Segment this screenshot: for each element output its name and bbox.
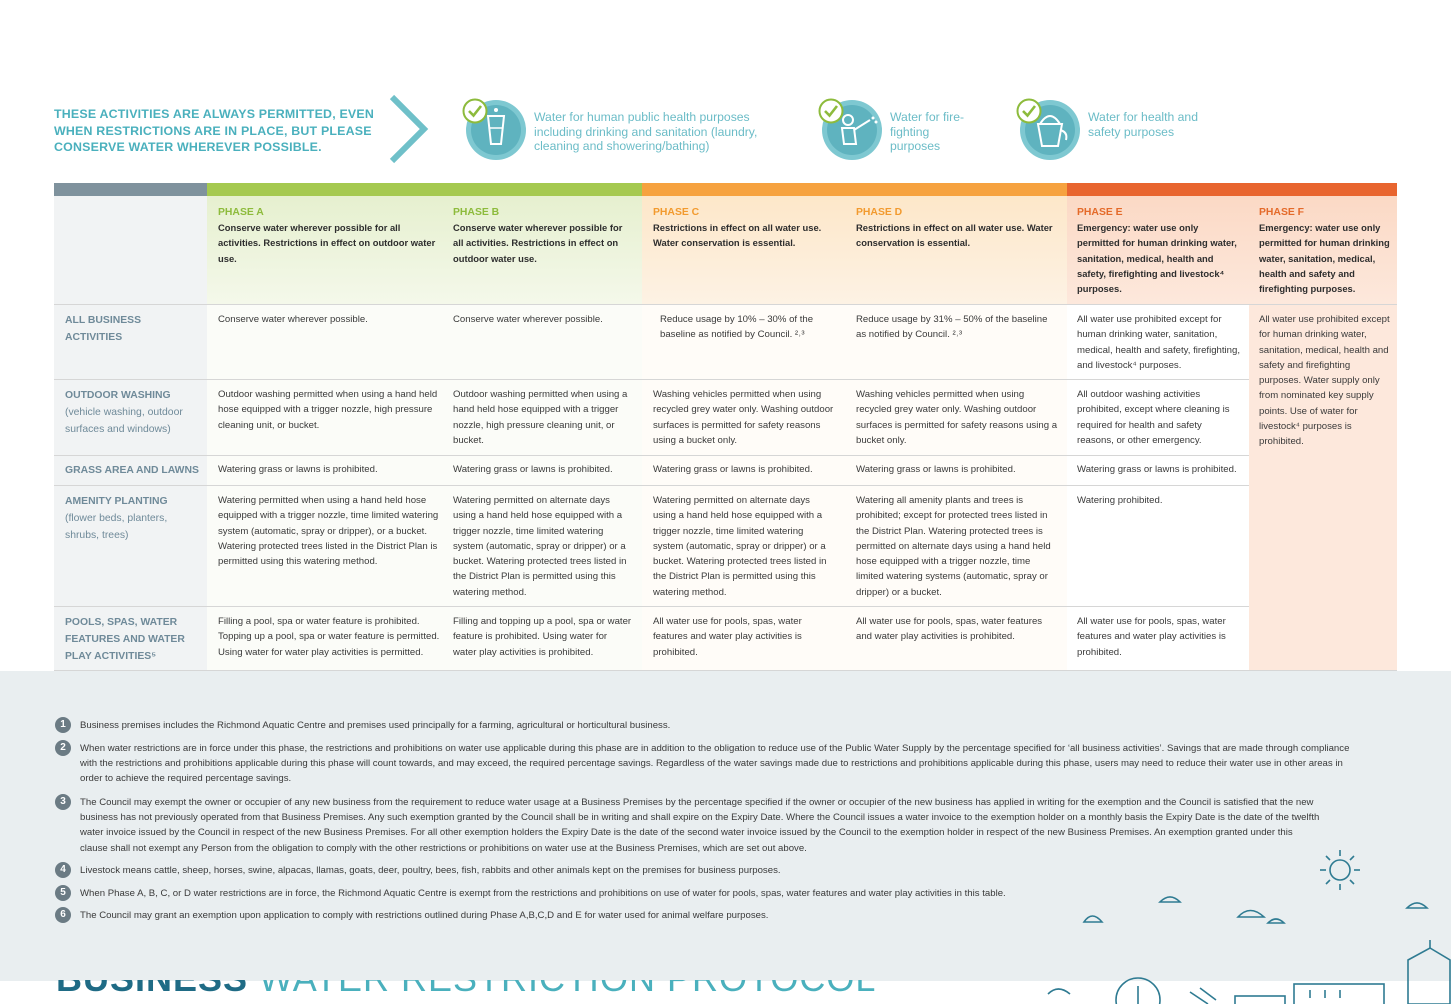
phase-e-header	[1077, 206, 1242, 296]
row-title-pools	[65, 614, 195, 665]
cell-amenity-b: Watering permitted on alternate days using a hand held hose equipped with a trigger nozzle, time limited watering system (automatic, spray or dripper) or a bucket. Watering protected trees listed in the District Plan is permitted using this watering method.	[453, 495, 627, 598]
cell-amenity-c: Watering permitted on alternate days using a hand held hose equipped with a trigger nozzle, time limited watering system (automatic, spray or dripper) or a bucket. Watering protected trees listed in the District Plan is permitted using this watering method.	[653, 495, 827, 598]
purpose-firefighting	[818, 98, 970, 162]
phase-a-header	[218, 206, 438, 266]
header-band-slate	[54, 183, 207, 196]
purpose-public-health-text: Water for human public health purposes including drinking and sanitation (laundry, cleaning and showering/bathing)	[534, 110, 758, 153]
purpose-firefighting-text: Water for fire-fighting purposes	[890, 110, 965, 153]
cell-outdoor-washing-c: Washing vehicles permitted when using recycled grey water only. Washing outdoor surfaces is permitted for safety reasons using a bucket only.	[653, 389, 834, 446]
row-subtitle-text: (vehicle washing, outdoor surfaces and windows)	[65, 407, 183, 435]
cell-grass-a: Watering grass or lawns is prohibited.	[218, 464, 378, 475]
cell-amenity-a: Watering permitted when using a hand held hose equipped with a trigger nozzle, time limited watering system (automatic, spray or dripper), or a bucket. Watering protected trees listed in the District Plan is permitted using this watering method.	[218, 495, 439, 568]
cell-grass-c: Watering grass or lawns is prohibited.	[653, 464, 813, 475]
cell-outdoor-washing-e: All outdoor washing activities prohibited, except where cleaning is required for health and safety reasons, or other emergency.	[1077, 389, 1230, 446]
check-icon	[462, 98, 488, 124]
purpose-health-safety-text: Water for health and safety purposes	[1088, 110, 1198, 139]
footnote-1: Business premises includes the Richmond Aquatic Centre and premises used principally for a farming, agricultural or horticultural business.	[80, 720, 671, 731]
cell-outdoor-washing-a: Outdoor washing permitted when using a hand held hose equipped with a trigger nozzle, high pressure cleaning unit, or bucket.	[218, 389, 438, 431]
footnote-number: 3	[55, 794, 71, 810]
phase-f-desc: Emergency: water use only permitted for human drinking water, sanitation, medical, health and safety and firefighting purposes.	[1259, 222, 1390, 295]
cell-amenity-e: Watering prohibited.	[1077, 495, 1163, 506]
cell-all-business-c: Reduce usage by 10% – 30% of the baseline as notified by Council. ²˒³	[660, 314, 814, 341]
purpose-health-safety	[1016, 98, 1198, 162]
chevron-right-icon	[384, 92, 432, 166]
phase-a-desc: Conserve water wherever possible for all activities. Restrictions in effect on outdoor water use.	[218, 222, 436, 264]
row-divider	[54, 455, 1249, 456]
check-icon	[818, 98, 844, 124]
header-band-red	[1067, 183, 1397, 196]
footnote-number: 2	[55, 740, 71, 756]
phase-e-name: PHASE E	[1077, 207, 1123, 218]
header-band-orange	[642, 183, 1067, 196]
row-title-amenity	[65, 493, 185, 544]
row-title-text: GRASS AREA AND LAWNS	[65, 465, 199, 476]
row-title-text: POOLS, SPAS, WATER FEATURES AND WATER PLAY ACTIVITIES⁵	[65, 617, 185, 662]
row-divider	[54, 485, 1249, 486]
row-divider	[54, 606, 1249, 607]
phase-c-header	[653, 206, 838, 251]
row-divider	[54, 379, 1249, 380]
phase-d-name: PHASE D	[856, 207, 903, 218]
header-band-green	[207, 183, 642, 196]
cloud-icon	[1080, 890, 1451, 930]
footnote-4: Livestock means cattle, sheep, horses, swine, alpacas, llamas, goats, deer, poultry, bees, fish, rabbits and other animals kept on the premises for business purposes.	[80, 865, 781, 876]
town-skyline-icon	[1040, 940, 1451, 1004]
phase-b-header	[453, 206, 633, 266]
permitted-activities-heading: THESE ACTIVITIES ARE ALWAYS PERMITTED, EVEN WHEN RESTRICTIONS ARE IN PLACE, BUT PLEASE CONSERVE WATER WHEREVER POSSIBLE.	[54, 107, 375, 154]
cell-pools-d: All water use for pools, spas, water features and water play activities is prohibited.	[856, 616, 1043, 643]
cell-pools-b: Filling and topping up a pool, spa or water feature is prohibited. Using water for water play activities is prohibited.	[453, 616, 632, 658]
phase-f-header	[1259, 206, 1391, 296]
phase-e-desc: Emergency: water use only permitted for human drinking water, sanitation, medical, health and safety, firefighting and livestock⁴ purposes.	[1077, 222, 1237, 295]
footnote-number: 6	[55, 907, 71, 923]
footnote-number: 5	[55, 885, 71, 901]
phase-d-header	[856, 206, 1056, 251]
footnote-3: The Council may exempt the owner or occupier of any new business from the requirement to reduce water usage at a Business Premises by the percentage specified if the owner or occupier of the new business has applied in writing for the exemption and the Council is satisfied that the new business has not previously operated from that Business Premises. Any such exemption granted by the Council shall be in writing and shall expire on the Expiry Date. Where the Council issues a water invoice to the exemption holder on a monthly basis the Expiry Date is the date of the twelfth water invoice issued by the Council in respect of the new Business Premises. For all other exemption holders the Expiry Date is the date of the second water invoice issued by the Council to the exemption holder in respect of the new Business Premises. An exemption granted under this clause shall not exempt any Person from the obligation to comply with the other restrictions or prohibitions on water use at the Business Premises, which are set out above.	[80, 797, 1320, 854]
row-title-outdoor-washing	[65, 387, 200, 438]
footnote-2: When water restrictions are in force under this phase, the restrictions and prohibitions on water use applicable during this phase are in addition to the obligation to reduce use of the Public Water Supply by the percentage specified for ‘all business activities’. Savings that are made through compliance with the restrictions and prohibitions applicable during this phase will count towards, and may exceed, the required percentage savings. Regardless of the water savings made due to restrictions and prohibitions applicable during this phase, users may need to reduce their water use in other areas in order to achieve the required percentage savings.	[80, 743, 1350, 785]
phase-c-desc: Restrictions in effect on all water use. Water conservation is essential.	[653, 222, 822, 249]
sun-icon	[1318, 848, 1362, 892]
footnote-number: 1	[55, 717, 71, 733]
row-divider	[54, 304, 1397, 305]
cell-outdoor-washing-b: Outdoor washing permitted when using a hand held hose equipped with a trigger nozzle, high pressure cleaning unit, or bucket.	[453, 389, 628, 446]
cell-all-business-d: Reduce usage by 31% – 50% of the baseline as notified by Council. ²˒³	[856, 314, 1048, 341]
phase-b-name: PHASE B	[453, 207, 500, 218]
cell-pools-c: All water use for pools, spas, water features and water play activities is prohibited.	[653, 616, 802, 658]
phase-f-name: PHASE F	[1259, 207, 1305, 218]
footnote-6: The Council may grant an exemption upon application to comply with restrictions outlined during Phase A,B,C,D and E for water used for animal welfare purposes.	[80, 910, 769, 921]
cell-all-business-e: All water use prohibited except for human drinking water, sanitation, medical, health and safety, firefighting, and livestock⁴ purposes.	[1077, 314, 1241, 371]
phase-d-desc: Restrictions in effect on all water use. Water conservation is essential.	[856, 222, 1053, 249]
cell-all-business-a: Conserve water wherever possible.	[218, 314, 368, 325]
footnote-5: When Phase A, B, C, or D water restrictions are in force, the Richmond Aquatic Centre is exempt from the restrictions and prohibitions on use of water for pools, spas, water features and water play activities in this table.	[80, 888, 1006, 899]
row-title-text: ALL BUSINESS ACTIVITIES	[65, 315, 142, 343]
cell-pools-e: All water use for pools, spas, water features and water play activities is prohibited.	[1077, 616, 1226, 658]
cell-grass-d: Watering grass or lawns is prohibited.	[856, 464, 1016, 475]
cell-outdoor-washing-d: Washing vehicles permitted when using recycled grey water only. Washing outdoor surfaces is permitted for safety reasons using a bucket only.	[856, 389, 1058, 446]
cell-pools-a: Filling a pool, spa or water feature is prohibited. Topping up a pool, spa or water feature is permitted. Using water for water play activities is permitted.	[218, 616, 440, 658]
row-title-all-business	[65, 312, 185, 346]
phase-a-name: PHASE A	[218, 207, 264, 218]
purpose-public-health	[462, 98, 784, 162]
check-icon	[1016, 98, 1042, 124]
row-title-text: AMENITY PLANTING	[65, 496, 168, 507]
cell-phase-f-all: All water use prohibited except for human drinking water, sanitation, medical, health and safety and firefighting purposes. Water supply only from nominated key supply points. Use of water for livestock⁴ purposes is prohibited.	[1259, 314, 1390, 448]
row-title-text: OUTDOOR WASHING	[65, 390, 171, 401]
phase-b-desc: Conserve water wherever possible for all activities. Restrictions in effect on outdoor water use.	[453, 222, 623, 264]
cell-grass-e: Watering grass or lawns is prohibited.	[1077, 464, 1237, 475]
phase-c-name: PHASE C	[653, 207, 700, 218]
cell-amenity-d: Watering all amenity plants and trees is prohibited; except for protected trees listed in the District Plan. Watering protected trees is permitted on alternate days using a hand held hose equipped with a trigger nozzle, time limited watering systems (automatic, spray or dripper) or a bucket.	[856, 495, 1051, 598]
row-title-grass	[65, 462, 205, 479]
footnote-number: 4	[55, 862, 71, 878]
row-subtitle-text: (flower beds, planters, shrubs, trees)	[65, 513, 168, 541]
cell-all-business-b: Conserve water wherever possible.	[453, 314, 603, 325]
cell-grass-b: Watering grass or lawns is prohibited.	[453, 464, 613, 475]
